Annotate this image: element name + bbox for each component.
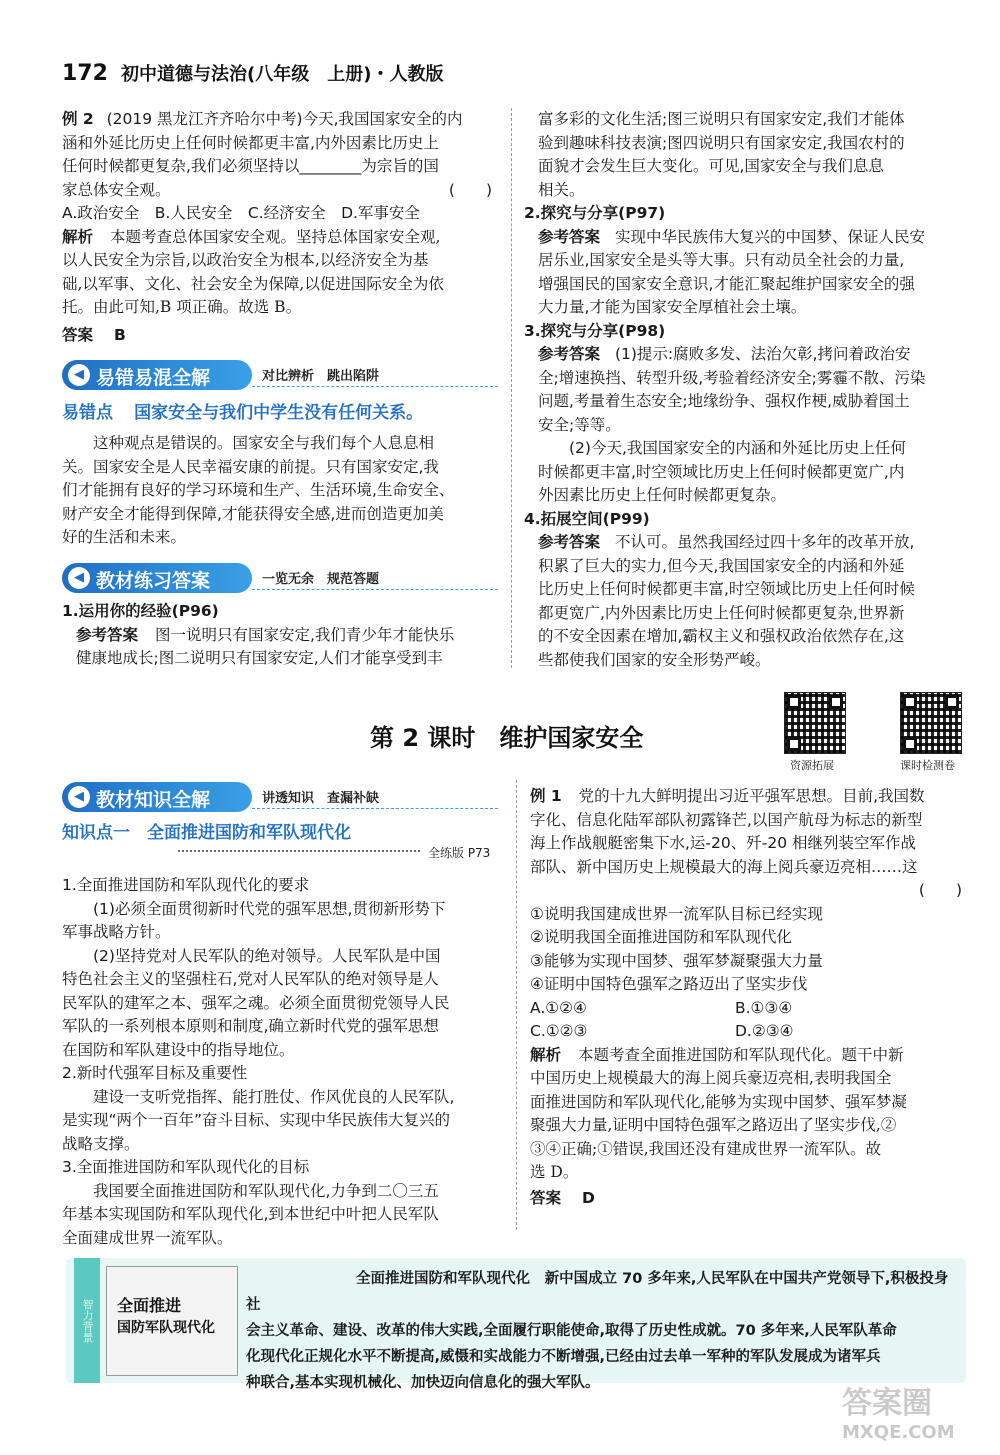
section-banner-exercises bbox=[62, 563, 498, 593]
text-line: 验到趣味科技表演;图四说明只有国家安定,我国农村的 bbox=[538, 133, 905, 152]
column-divider bbox=[516, 780, 517, 1230]
analysis-line: 本题考查总体国家安全观。坚持总体国家安全观, bbox=[109, 227, 441, 246]
text-line: 实现中华民族伟大复兴的中国梦、保证人民安 bbox=[614, 227, 925, 246]
poster-title-line: 全面推进 bbox=[117, 1296, 182, 1315]
text-line: 大力量,才能为国家安全厚植社会土壤。 bbox=[538, 298, 807, 316]
analysis-line: 础,以军事、文化、社会安全为保障,以促进国际安全为依 bbox=[62, 274, 444, 293]
example-label: 例 1 bbox=[530, 787, 562, 805]
text-line: 面貌才会发生巨大变化。可见,国家安全与我们息息 bbox=[538, 157, 884, 175]
text-line: 特色社会主义的坚强柱石,党对人民军队的绝对领导是人 bbox=[62, 970, 439, 988]
lesson-title: 第 2 课时 维护国家安全 bbox=[370, 724, 644, 752]
answer-label: 答案 bbox=[62, 325, 94, 344]
example-1 bbox=[530, 785, 968, 1210]
text-line: 健康地成长;图二说明只有国家安定,人们才能享受到丰 bbox=[76, 649, 443, 667]
text-line: 时候都更丰富,时空领域比历史上任何时候都更宽广,内 bbox=[538, 462, 905, 481]
example-line: 部队、新中国历史上规模最大的海上阅兵豪迈亮相……这 bbox=[530, 857, 918, 876]
section-title: 3.全面推进国防和军队现代化的目标 bbox=[62, 1158, 310, 1176]
analysis-line: 选 D。 bbox=[530, 1163, 579, 1181]
right-top-column bbox=[524, 108, 964, 672]
qr-label-resources: 资源拓展 bbox=[790, 759, 834, 772]
text-line: 财产安全才能得到保障,才能获得安全感,进而创造更加美 bbox=[62, 504, 444, 523]
banner-title: 教材知识全解 bbox=[96, 789, 211, 811]
ref-answer-label: 参考答案 bbox=[538, 345, 601, 363]
choice-item: ②说明我国全面推进国防和军队现代化 bbox=[530, 928, 792, 946]
section-banner-knowledge bbox=[62, 782, 498, 812]
knowledge-point-title: 知识点一 全面推进国防和军队现代化 bbox=[62, 823, 351, 843]
mistake-text: 国家安全与我们中学生没有任何关系。 bbox=[134, 403, 424, 423]
text-line: 居乐业,国家安全是头等大事。只有动员全社会的力量, bbox=[538, 251, 905, 269]
info-line: 新中国成立 70 多年来,人民军队在中国共产党领导下,积极投身社 bbox=[246, 1271, 949, 1313]
text-line: 问题,考量着生态安全;地缘纷争、强权作梗,威胁着国土 bbox=[538, 392, 910, 410]
watermark-logo bbox=[842, 1378, 982, 1448]
book-title: 初中道德与法治(八年级 上册)・人教版 bbox=[121, 64, 444, 85]
example-line: 家总体安全观。 bbox=[62, 180, 171, 199]
choice-item: ④证明中国特色强军之路迈出了坚实步伐 bbox=[530, 975, 808, 993]
example-line: 涵和外延比历史上任何时候都更丰富,内外因素比历史上 bbox=[62, 133, 439, 152]
speaker-icon: ◀ bbox=[68, 567, 90, 589]
example-2 bbox=[62, 108, 502, 347]
analysis-line: 中国历史上规模最大的海上阅兵豪迈亮相,表明我国全 bbox=[530, 1069, 892, 1087]
exercise-q1 bbox=[62, 600, 502, 671]
text-line: 都更宽广,内外因素比历史上任何时候都更复杂,世界新 bbox=[538, 603, 905, 622]
option-c: C.①②③ bbox=[530, 1022, 588, 1040]
analysis-line: 聚强大力量,证明中国特色强军之路迈出了坚实步伐,② bbox=[530, 1116, 897, 1134]
text-line: 积累了巨大的实力,但今天,我国国家安全的内涵和外延 bbox=[538, 556, 905, 575]
text-line: 富多彩的文化生活;图三说明只有国家安定,我们才能体 bbox=[538, 110, 905, 128]
text-line: 增强国民的国家安全意识,才能汇聚起维护国家安全的强 bbox=[538, 274, 915, 293]
banner-title: 教材练习答案 bbox=[96, 570, 211, 592]
answer-label: 答案 bbox=[530, 1188, 562, 1207]
question-title: 1.运用你的经验(P96) bbox=[62, 602, 219, 620]
text-line: 图一说明只有国家安定,我们青少年才能快乐 bbox=[154, 625, 455, 644]
mistake-explanation bbox=[62, 432, 502, 550]
section-title: 1.全面推进国防和军队现代化的要求 bbox=[62, 876, 310, 894]
info-line: 会主义革命、建设、改革的伟大实践,全面履行职能使命,取得了历史性成就。70 多年来,人民军队革命 bbox=[246, 1323, 897, 1339]
qr-code-test[interactable] bbox=[900, 692, 962, 754]
banner-subtitle: 讲透知识 查漏补缺 bbox=[262, 791, 380, 806]
qr-label-test: 课时检测卷 bbox=[900, 759, 955, 772]
practice-reference: 全练版 P73 bbox=[428, 846, 491, 860]
option-b: B.①③④ bbox=[735, 998, 793, 1017]
qr-code-resources[interactable] bbox=[784, 692, 846, 754]
text-line: 比历史上任何时候都更丰富,时空领域比历史上任何时候 bbox=[538, 580, 915, 598]
text-line: 年基本实现国防和军队现代化,到本世纪中叶把人民军队 bbox=[62, 1205, 439, 1223]
example-line: 海上作战舰艇密集下水,运-20、歼-20 相继列装空军作战 bbox=[530, 834, 916, 852]
text-line: 的不安全因素在增加,霸权主义和强权政治依然存在,这 bbox=[538, 627, 905, 645]
example-label: 例 2 bbox=[62, 110, 94, 128]
answer-value: B bbox=[113, 325, 126, 344]
text-line: 民军队的建军之本、强军之魂。必须全面贯彻党领导人民 bbox=[62, 993, 450, 1012]
analysis-line: 面推进国防和军队现代化,能够为实现中国梦、强军梦凝 bbox=[530, 1092, 907, 1111]
mistake-point bbox=[62, 398, 502, 423]
answer-paren: ( ) bbox=[448, 180, 492, 199]
info-text bbox=[246, 1266, 956, 1396]
text-line: 是实现“两个一百年”奋斗目标、实现中华民族伟大复兴的 bbox=[62, 1111, 451, 1129]
example-line: (2019 黑龙江齐齐哈尔中考)今天,我国国家安全的内 bbox=[106, 110, 463, 128]
speaker-icon: ◀ bbox=[68, 786, 90, 808]
page-number: 172 bbox=[62, 61, 108, 86]
text-line: 全;增速换挡、转型升级,考验着经济安全;雾霾不散、污染 bbox=[538, 368, 926, 387]
section-title: 2.新时代强军目标及重要性 bbox=[62, 1064, 248, 1082]
text-line: (2)坚持党对人民军队的绝对领导。人民军队是中国 bbox=[93, 946, 441, 965]
text-line: (2)今天,我国国家安全的内涵和外延比历史上任何 bbox=[569, 439, 906, 457]
analysis-line: 以人民安全为宗旨,以政治安全为根本,以经济安全为基 bbox=[62, 251, 429, 269]
column-divider bbox=[511, 108, 512, 668]
banner-title: 易错易混全解 bbox=[96, 367, 211, 389]
example-options: A.政治安全 B.人民安全 C.经济安全 D.军事安全 bbox=[62, 204, 420, 222]
text-line: (1)提示:腐败多发、法治欠彰,拷问着政治安 bbox=[614, 345, 911, 363]
text-line: 这种观点是错误的。国家安全与我们每个人息息相 bbox=[93, 434, 435, 452]
text-line: 战略支撑。 bbox=[62, 1134, 140, 1153]
analysis-line: ③④正确;①错误,我国还没有建成世界一流军队。故 bbox=[530, 1139, 882, 1158]
info-line: 化现代化正规化水平不断提高,威慑和实战能力不断增强,已经由过去单一军种的军队发展成为诸军兵 bbox=[246, 1349, 881, 1365]
ref-answer-label: 参考答案 bbox=[538, 227, 601, 246]
analysis-line: 托。由此可知,B 项正确。故选 B。 bbox=[62, 298, 302, 316]
text-line: 在国防和军队建设中的指导地位。 bbox=[62, 1040, 295, 1059]
answer-paren: ( ) bbox=[918, 881, 962, 899]
banner-subtitle: 对比辨析 跳出陷阱 bbox=[262, 369, 380, 384]
choice-item: ①说明我国建成世界一流军队目标已经实现 bbox=[530, 904, 823, 923]
analysis-label: 解析 bbox=[530, 1045, 562, 1064]
text-line: 们才能拥有良好的学习环境和生产、生活环境,生命安全、 bbox=[62, 481, 455, 499]
example-line: 任何时候都更复杂,我们必须坚持以________为宗旨的国 bbox=[62, 157, 439, 175]
speaker-icon: ◀ bbox=[68, 364, 90, 386]
info-heading: 全面推进国防和军队现代化 bbox=[356, 1271, 530, 1287]
ref-answer-label: 参考答案 bbox=[76, 625, 139, 644]
text-line: 军队的一系列根本原则和制度,确立新时代党的强军思想 bbox=[62, 1017, 439, 1035]
info-line: 种联合,基本实现机械化、加快迈向信息化的强大军队。 bbox=[246, 1375, 600, 1391]
text-line: 些都使我们国家的安全形势严峻。 bbox=[538, 650, 771, 669]
knowledge-content bbox=[62, 874, 502, 1250]
option-d: D.②③④ bbox=[735, 1022, 794, 1040]
text-line: 我国要全面推进国防和军队现代化,力争到二〇三五 bbox=[93, 1181, 439, 1200]
example-line: 字化、信息化陆军部队初露锋芒,以国产航母为标志的新型 bbox=[530, 810, 923, 829]
background-info-box bbox=[66, 1258, 966, 1391]
poster-title-line: 国防军队现代化 bbox=[117, 1320, 215, 1336]
mistake-label: 易错点 bbox=[62, 403, 113, 423]
section-banner-mistakes bbox=[62, 360, 498, 390]
dotted-leader bbox=[178, 850, 420, 852]
ref-answer-label: 参考答案 bbox=[538, 533, 601, 551]
info-tag: 智力背景 bbox=[74, 1258, 100, 1383]
question-title: 3.探究与分享(P98) bbox=[524, 321, 666, 340]
text-line: 外因素比历史上任何时候都更复杂。 bbox=[538, 486, 787, 504]
banner-subtitle: 一览无余 规范答题 bbox=[262, 572, 380, 587]
watermark-text: 答案圈 bbox=[842, 1386, 932, 1421]
option-a: A.①②④ bbox=[530, 998, 587, 1017]
question-title: 4.拓展空间(P99) bbox=[524, 509, 650, 528]
text-line: 建设一支听党指挥、能打胜仗、作风优良的人民军队, bbox=[93, 1087, 455, 1106]
text-line: 好的生活和未来。 bbox=[62, 528, 187, 546]
text-line: 不认可。虽然我国经过四十多年的改革开放, bbox=[614, 533, 915, 551]
poster-image bbox=[106, 1266, 238, 1376]
text-line: (1)必须全面贯彻新时代党的强军思想,贯彻新形势下 bbox=[93, 899, 446, 918]
text-line: 关。国家安全是人民幸福安康的前提。只有国家安定,我 bbox=[62, 457, 439, 476]
text-line: 全面建成世界一流军队。 bbox=[62, 1228, 233, 1247]
text-line: 安全;等等。 bbox=[538, 415, 621, 434]
text-line: 军事战略方针。 bbox=[62, 923, 171, 941]
choice-item: ③能够为实现中国梦、强军梦凝聚强大力量 bbox=[530, 951, 823, 970]
page-header bbox=[62, 60, 443, 88]
question-title: 2.探究与分享(P97) bbox=[524, 204, 666, 222]
answer-value: D bbox=[581, 1188, 595, 1207]
analysis-label: 解析 bbox=[62, 227, 94, 246]
watermark-url: MXQE.COM bbox=[842, 1422, 955, 1443]
analysis-line: 本题考查全面推进国防和军队现代化。题干中新 bbox=[577, 1045, 904, 1064]
example-line: 党的十九大鲜明提出习近平强军思想。目前,我国数 bbox=[578, 787, 925, 805]
text-line: 相关。 bbox=[538, 180, 585, 199]
